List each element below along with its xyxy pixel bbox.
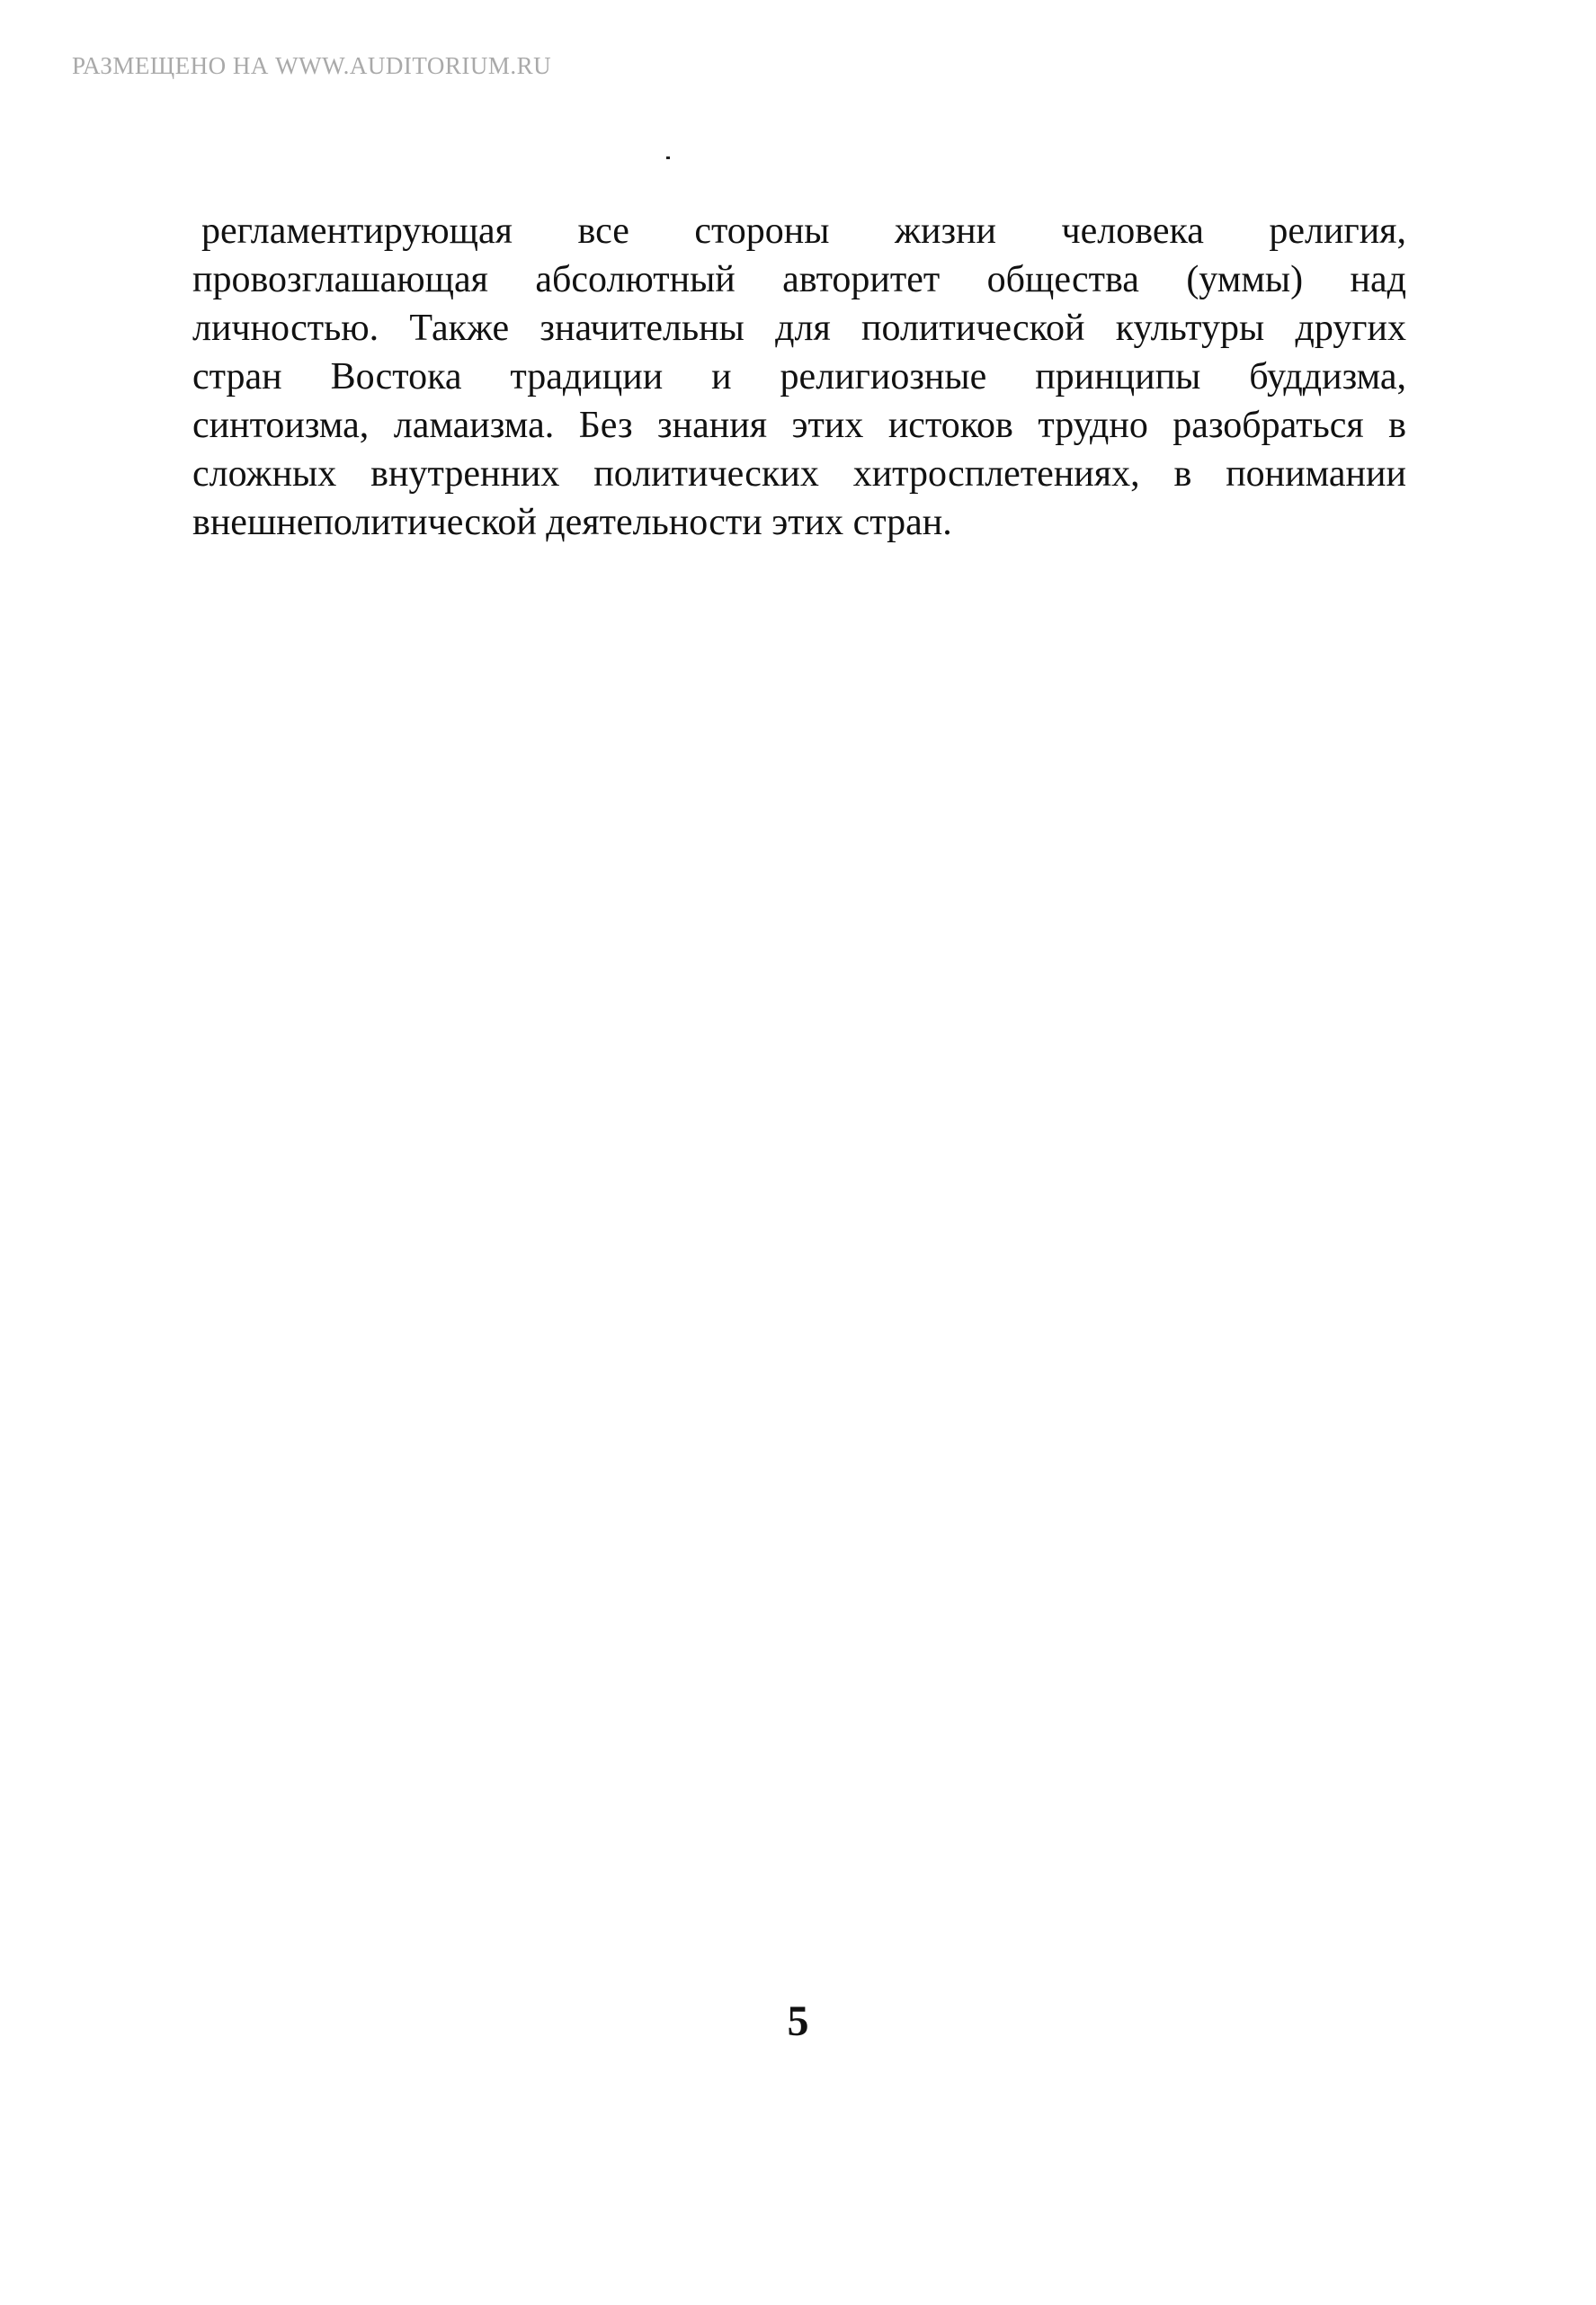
scan-speck <box>666 156 670 159</box>
paragraph-line: синтоизма, ламаизма. Без знания этих истоков трудно разобраться в <box>192 405 1406 446</box>
paragraph-line: стран Востока традиции и религиозные принципы буддизма, <box>192 356 1406 398</box>
body-paragraph <box>192 207 1406 547</box>
paragraph-line: регламентирующая все стороны жизни человека религия, <box>201 210 1406 252</box>
paragraph-line: сложных внутренних политических хитросплетениях, в понимании <box>192 453 1406 495</box>
paragraph-line: личностью. Также значительны для политической культуры других <box>192 308 1406 349</box>
watermark: РАЗМЕЩЕНО НА WWW.AUDITORIUM.RU <box>72 52 552 79</box>
paragraph-line: провозглашающая абсолютный авторитет общества (уммы) над <box>192 259 1406 300</box>
paragraph-line: внешнеполитической деятельности этих стран. <box>192 502 952 543</box>
page-number: 5 <box>787 1997 809 2045</box>
